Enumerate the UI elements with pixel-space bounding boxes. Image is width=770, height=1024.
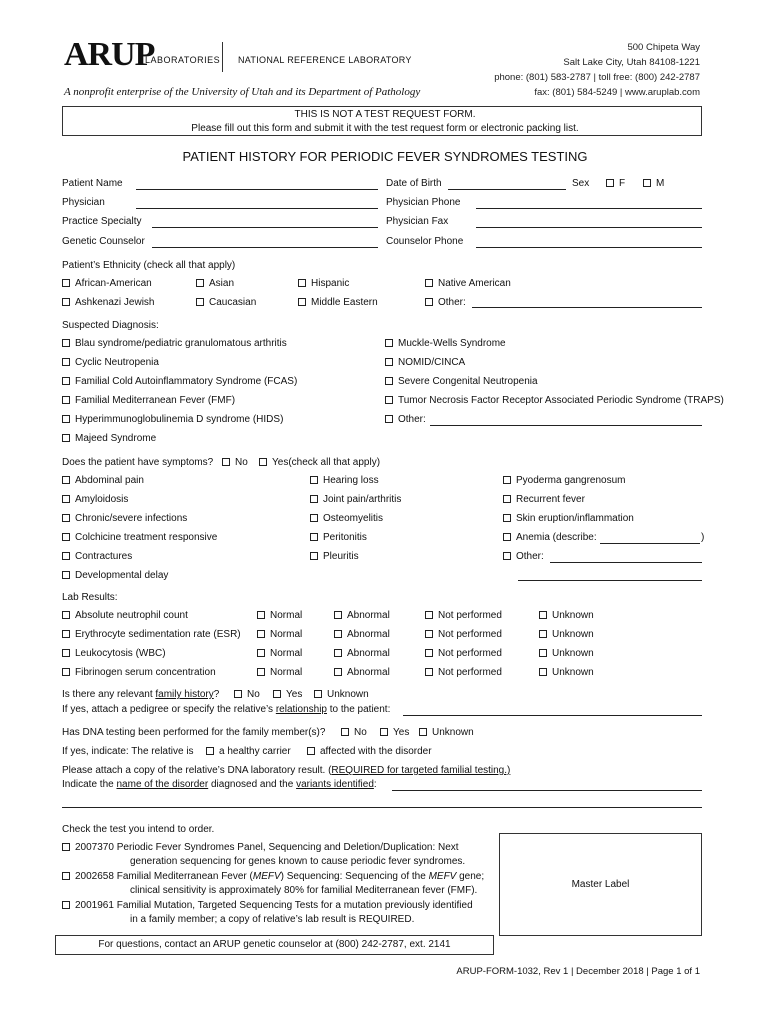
- checkbox[interactable]: [257, 630, 265, 638]
- dna-testing-unknown[interactable]: Unknown: [419, 727, 474, 738]
- attach-result-instruction: Please attach a copy of the relative’s DNA laboratory result. (REQUIRED for targeted familial testing.): [62, 765, 511, 776]
- relationship-field[interactable]: [403, 715, 702, 716]
- symptom-abdominal-pain[interactable]: Abdominal pain: [62, 475, 144, 486]
- logo-wordmark: ARUP: [64, 36, 155, 73]
- checkbox[interactable]: [425, 611, 433, 619]
- relative-status-label: If yes, indicate: The relative is: [62, 746, 194, 757]
- ethnicity-option-other[interactable]: Other:: [425, 297, 466, 308]
- physician-fax-label: Physician Fax: [386, 216, 449, 227]
- checkbox[interactable]: [539, 611, 547, 619]
- dob-label: Date of Birth: [386, 178, 442, 189]
- checkbox[interactable]: [62, 630, 70, 638]
- checkbox[interactable]: [62, 298, 70, 306]
- lab-wbc-normal[interactable]: Normal: [257, 648, 302, 659]
- checkbox[interactable]: [62, 476, 70, 484]
- lab-wbc-not-performed[interactable]: Not performed: [425, 648, 502, 659]
- checkbox[interactable]: [334, 611, 342, 619]
- tagline: A nonprofit enterprise of the University of Utah and its Department of Pathology: [64, 86, 421, 98]
- diagnosis-other-field[interactable]: [430, 425, 702, 426]
- symptom-osteomyelitis[interactable]: Osteomyelitis: [310, 513, 383, 524]
- checkbox[interactable]: [425, 279, 433, 287]
- dna-testing-question: Has DNA testing been performed for the family member(s)?: [62, 727, 326, 738]
- checkbox[interactable]: [62, 396, 70, 404]
- checkbox[interactable]: [334, 649, 342, 657]
- symptom-hearing-loss[interactable]: Hearing loss: [310, 475, 379, 486]
- checkbox[interactable]: [503, 552, 511, 560]
- symptom-peritonitis[interactable]: Peritonitis: [310, 532, 367, 543]
- diagnosis-hids[interactable]: Hyperimmunoglobulinemia D syndrome (HIDS): [62, 414, 283, 425]
- lab-results-heading: Lab Results:: [62, 592, 118, 603]
- national-reference-laboratory: NATIONAL REFERENCE LABORATORY: [238, 55, 412, 65]
- checkbox[interactable]: [257, 649, 265, 657]
- physician-fax-field[interactable]: [476, 227, 702, 228]
- checkbox[interactable]: [273, 690, 281, 698]
- ethnicity-option-native-american[interactable]: Native American: [425, 278, 511, 289]
- checkbox[interactable]: [425, 630, 433, 638]
- checkbox[interactable]: [298, 298, 306, 306]
- checkbox[interactable]: [234, 690, 242, 698]
- checkbox[interactable]: [334, 668, 342, 676]
- symptoms-yes-option[interactable]: Yes(check all that apply): [259, 457, 380, 468]
- symptom-anemia[interactable]: Anemia (describe:: [503, 532, 597, 543]
- diagnosis-muckle-wells[interactable]: Muckle-Wells Syndrome: [385, 338, 506, 349]
- checkbox[interactable]: [310, 533, 318, 541]
- dna-testing-no[interactable]: No: [341, 727, 367, 738]
- test-2001961[interactable]: 2001961 Familial Mutation, Targeted Sequencing Tests for a mutation previously identified: [62, 900, 473, 911]
- anemia-close-paren: ): [701, 532, 705, 543]
- checkbox[interactable]: [310, 552, 318, 560]
- sex-label: Sex: [572, 178, 590, 189]
- arup-logo: [64, 36, 154, 74]
- checkbox[interactable]: [310, 476, 318, 484]
- fax-web-line: fax: (801) 584-5249 | www.aruplab.com: [534, 87, 700, 98]
- checkbox[interactable]: [62, 872, 70, 880]
- checkbox[interactable]: [206, 747, 214, 755]
- lab-wbc-abnormal[interactable]: Abnormal: [334, 648, 390, 659]
- master-label-text: Master Label: [571, 879, 630, 890]
- ethnicity-other-field[interactable]: [472, 307, 702, 308]
- symptoms-question: Does the patient have symptoms?: [62, 457, 214, 468]
- lab-fibrinogen-not-performed[interactable]: Not performed: [425, 667, 502, 678]
- lab-fibrinogen-normal[interactable]: Normal: [257, 667, 302, 678]
- symptom-amyloidosis[interactable]: Amyloidosis: [62, 494, 128, 505]
- phone-line: phone: (801) 583-2787 | toll free: (800) 242-2787: [494, 72, 700, 83]
- family-history-no[interactable]: No: [234, 689, 260, 700]
- lab-wbc-unknown[interactable]: Unknown: [539, 648, 594, 659]
- dna-testing-yes[interactable]: Yes: [380, 727, 409, 738]
- lab-esr-not-performed[interactable]: Not performed: [425, 629, 502, 640]
- checkbox[interactable]: [257, 611, 265, 619]
- test-2007370-description: generation sequencing for genes known to cause periodic fever syndromes.: [130, 856, 466, 867]
- checkbox[interactable]: [62, 552, 70, 560]
- lab-anc-normal[interactable]: Normal: [257, 610, 302, 621]
- lab-esr-unknown[interactable]: Unknown: [539, 629, 594, 640]
- checkbox[interactable]: [62, 377, 70, 385]
- practice-specialty-label: Practice Specialty: [62, 216, 142, 227]
- ethnicity-option-asian[interactable]: Asian: [196, 278, 234, 289]
- sex-f-option[interactable]: F: [606, 178, 625, 189]
- symptom-developmental-delay[interactable]: Developmental delay: [62, 570, 168, 581]
- test-2002658-description: clinical sensitivity is approximately 80% for familial Mediterranean fever (FMF).: [130, 885, 478, 896]
- lab-test-esr[interactable]: Erythrocyte sedimentation rate (ESR): [62, 629, 241, 640]
- diagnosis-traps[interactable]: Tumor Necrosis Factor Receptor Associated Periodic Syndrome (TRAPS): [385, 395, 724, 406]
- relative-healthy-carrier[interactable]: a healthy carrier: [206, 746, 291, 757]
- test-2002658[interactable]: 2002658 Familial Mediterranean Fever (MEFV) Sequencing: Sequencing of the MEFV gene;: [62, 871, 484, 882]
- family-history-yes[interactable]: Yes: [273, 689, 302, 700]
- symptom-contractures[interactable]: Contractures: [62, 551, 132, 562]
- lab-anc-unknown[interactable]: Unknown: [539, 610, 594, 621]
- symptom-pyoderma[interactable]: Pyoderma gangrenosum: [503, 475, 626, 486]
- checkbox[interactable]: [310, 495, 318, 503]
- checkbox[interactable]: [503, 514, 511, 522]
- notice-line-2: Please fill out this form and submit it with the test request form or electronic packing list.: [191, 123, 579, 134]
- checkbox[interactable]: [503, 533, 511, 541]
- checkbox[interactable]: [539, 630, 547, 638]
- lab-test-anc[interactable]: Absolute neutrophil count: [62, 610, 188, 621]
- ethnicity-option-ashkenazi-jewish[interactable]: Ashkenazi Jewish: [62, 297, 154, 308]
- pedigree-instruction: If yes, attach a pedigree or specify the relative’s relationship to the patient:: [62, 704, 391, 715]
- checkbox[interactable]: [419, 728, 427, 736]
- checkbox[interactable]: [385, 396, 393, 404]
- family-history-question: Is there any relevant family history?: [62, 689, 220, 700]
- genetic-counselor-label: Genetic Counselor: [62, 236, 145, 247]
- symptom-other-field-2[interactable]: [518, 580, 702, 581]
- lab-esr-normal[interactable]: Normal: [257, 629, 302, 640]
- checkbox[interactable]: [62, 649, 70, 657]
- checkbox[interactable]: [298, 279, 306, 287]
- checkbox[interactable]: [62, 358, 70, 366]
- sex-m-option[interactable]: M: [643, 178, 664, 189]
- sex-m-checkbox[interactable]: [643, 179, 651, 187]
- lab-anc-not-performed[interactable]: Not performed: [425, 610, 502, 621]
- checkbox[interactable]: [385, 358, 393, 366]
- lab-test-fibrinogen[interactable]: Fibrinogen serum concentration: [62, 667, 216, 678]
- lab-fibrinogen-abnormal[interactable]: Abnormal: [334, 667, 390, 678]
- symptom-colchicine-responsive[interactable]: Colchicine treatment responsive: [62, 532, 217, 543]
- address-line-2: Salt Lake City, Utah 84108-1221: [563, 57, 700, 68]
- checkbox[interactable]: [62, 611, 70, 619]
- checkbox[interactable]: [222, 458, 230, 466]
- test-2007370[interactable]: 2007370 Periodic Fever Syndromes Panel, Sequencing and Deletion/Duplication: Next: [62, 842, 459, 853]
- disorder-variants-field-2[interactable]: [62, 807, 702, 808]
- logo-laboratories: LABORATORIES: [145, 55, 221, 65]
- diagnosis-majeed[interactable]: Majeed Syndrome: [62, 433, 156, 444]
- checkbox[interactable]: [539, 649, 547, 657]
- checkbox[interactable]: [62, 843, 70, 851]
- lab-esr-abnormal[interactable]: Abnormal: [334, 629, 390, 640]
- symptoms-no-option[interactable]: No: [222, 457, 248, 468]
- ethnicity-option-caucasian[interactable]: Caucasian: [196, 297, 256, 308]
- diagnosis-severe-congenital-neutropenia[interactable]: Severe Congenital Neutropenia: [385, 376, 538, 387]
- logo-divider: [222, 42, 223, 72]
- checkbox[interactable]: [62, 571, 70, 579]
- form-footer: ARUP-FORM-1032, Rev 1 | December 2018 | Page 1 of 1: [456, 966, 700, 977]
- relative-affected[interactable]: affected with the disorder: [307, 746, 432, 757]
- indicate-disorder-instruction: Indicate the name of the disorder diagnosed and the variants identified:: [62, 779, 377, 790]
- checkbox[interactable]: [196, 298, 204, 306]
- notice-line-1: THIS IS NOT A TEST REQUEST FORM.: [294, 109, 476, 120]
- symptom-recurrent-fever[interactable]: Recurrent fever: [503, 494, 585, 505]
- checkbox[interactable]: [62, 279, 70, 287]
- checkbox[interactable]: [341, 728, 349, 736]
- checkbox[interactable]: [380, 728, 388, 736]
- checkbox[interactable]: [62, 668, 70, 676]
- ethnicity-option-hispanic[interactable]: Hispanic: [298, 278, 349, 289]
- diagnosis-cyclic-neutropenia[interactable]: Cyclic Neutropenia: [62, 357, 159, 368]
- symptom-joint-pain[interactable]: Joint pain/arthritis: [310, 494, 401, 505]
- diagnosis-fmf[interactable]: Familial Mediterranean Fever (FMF): [62, 395, 235, 406]
- checkbox[interactable]: [385, 377, 393, 385]
- checkbox[interactable]: [307, 747, 315, 755]
- physician-field[interactable]: [136, 208, 378, 209]
- ethnicity-option-african-american[interactable]: African-American: [62, 278, 152, 289]
- checkbox[interactable]: [196, 279, 204, 287]
- sex-f-checkbox[interactable]: [606, 179, 614, 187]
- dob-field[interactable]: [448, 189, 566, 190]
- checkbox[interactable]: [425, 649, 433, 657]
- diagnosis-blau[interactable]: Blau syndrome/pediatric granulomatous arthritis: [62, 338, 287, 349]
- checkbox[interactable]: [503, 476, 511, 484]
- contact-text: For questions, contact an ARUP genetic counselor at (800) 242-2787, ext. 2141: [98, 939, 451, 950]
- checkbox[interactable]: [314, 690, 322, 698]
- address-line-1: 500 Chipeta Way: [627, 42, 700, 53]
- physician-phone-label: Physician Phone: [386, 197, 461, 208]
- ethnicity-option-middle-eastern[interactable]: Middle Eastern: [298, 297, 378, 308]
- diagnosis-heading: Suspected Diagnosis:: [62, 320, 159, 331]
- checkbox[interactable]: [334, 630, 342, 638]
- anemia-describe-field[interactable]: [600, 543, 700, 544]
- checkbox[interactable]: [425, 668, 433, 676]
- counselor-phone-field[interactable]: [476, 247, 702, 248]
- checkbox[interactable]: [385, 415, 393, 423]
- checkbox[interactable]: [62, 415, 70, 423]
- patient-name-field[interactable]: [136, 189, 378, 190]
- checkbox[interactable]: [257, 668, 265, 676]
- ethnicity-heading: Patient’s Ethnicity (check all that apply): [62, 260, 236, 271]
- physician-label: Physician: [62, 197, 105, 208]
- checkbox[interactable]: [539, 668, 547, 676]
- symptom-other[interactable]: Other:: [503, 551, 544, 562]
- checkbox[interactable]: [62, 434, 70, 442]
- counselor-phone-label: Counselor Phone: [386, 236, 464, 247]
- symptom-pleuritis[interactable]: Pleuritis: [310, 551, 359, 562]
- test-2001961-description: in a family member; a copy of relative’s lab result is REQUIRED.: [130, 914, 415, 925]
- disorder-variants-field[interactable]: [392, 790, 702, 791]
- checkbox[interactable]: [62, 495, 70, 503]
- checkbox[interactable]: [385, 339, 393, 347]
- family-history-unknown[interactable]: Unknown: [314, 689, 369, 700]
- checkbox[interactable]: [503, 495, 511, 503]
- symptom-skin-eruption[interactable]: Skin eruption/inflammation: [503, 513, 634, 524]
- checkbox[interactable]: [425, 298, 433, 306]
- form-title: PATIENT HISTORY FOR PERIODIC FEVER SYNDROMES TESTING: [182, 149, 588, 164]
- lab-test-wbc[interactable]: Leukocytosis (WBC): [62, 648, 166, 659]
- patient-name-label: Patient Name: [62, 178, 123, 189]
- genetic-counselor-field[interactable]: [152, 247, 378, 248]
- lab-fibrinogen-unknown[interactable]: Unknown: [539, 667, 594, 678]
- checkbox[interactable]: [259, 458, 267, 466]
- diagnosis-nomid[interactable]: NOMID/CINCA: [385, 357, 465, 368]
- checkbox[interactable]: [62, 339, 70, 347]
- diagnosis-other[interactable]: Other:: [385, 414, 426, 425]
- practice-specialty-field[interactable]: [152, 227, 378, 228]
- symptom-chronic-infections[interactable]: Chronic/severe infections: [62, 513, 187, 524]
- lab-anc-abnormal[interactable]: Abnormal: [334, 610, 390, 621]
- diagnosis-fcas[interactable]: Familial Cold Autoinflammatory Syndrome (FCAS): [62, 376, 297, 387]
- checkbox[interactable]: [62, 533, 70, 541]
- order-heading: Check the test you intend to order.: [62, 824, 215, 835]
- symptom-other-field[interactable]: [550, 562, 702, 563]
- checkbox[interactable]: [310, 514, 318, 522]
- physician-phone-field[interactable]: [476, 208, 702, 209]
- checkbox[interactable]: [62, 901, 70, 909]
- checkbox[interactable]: [62, 514, 70, 522]
